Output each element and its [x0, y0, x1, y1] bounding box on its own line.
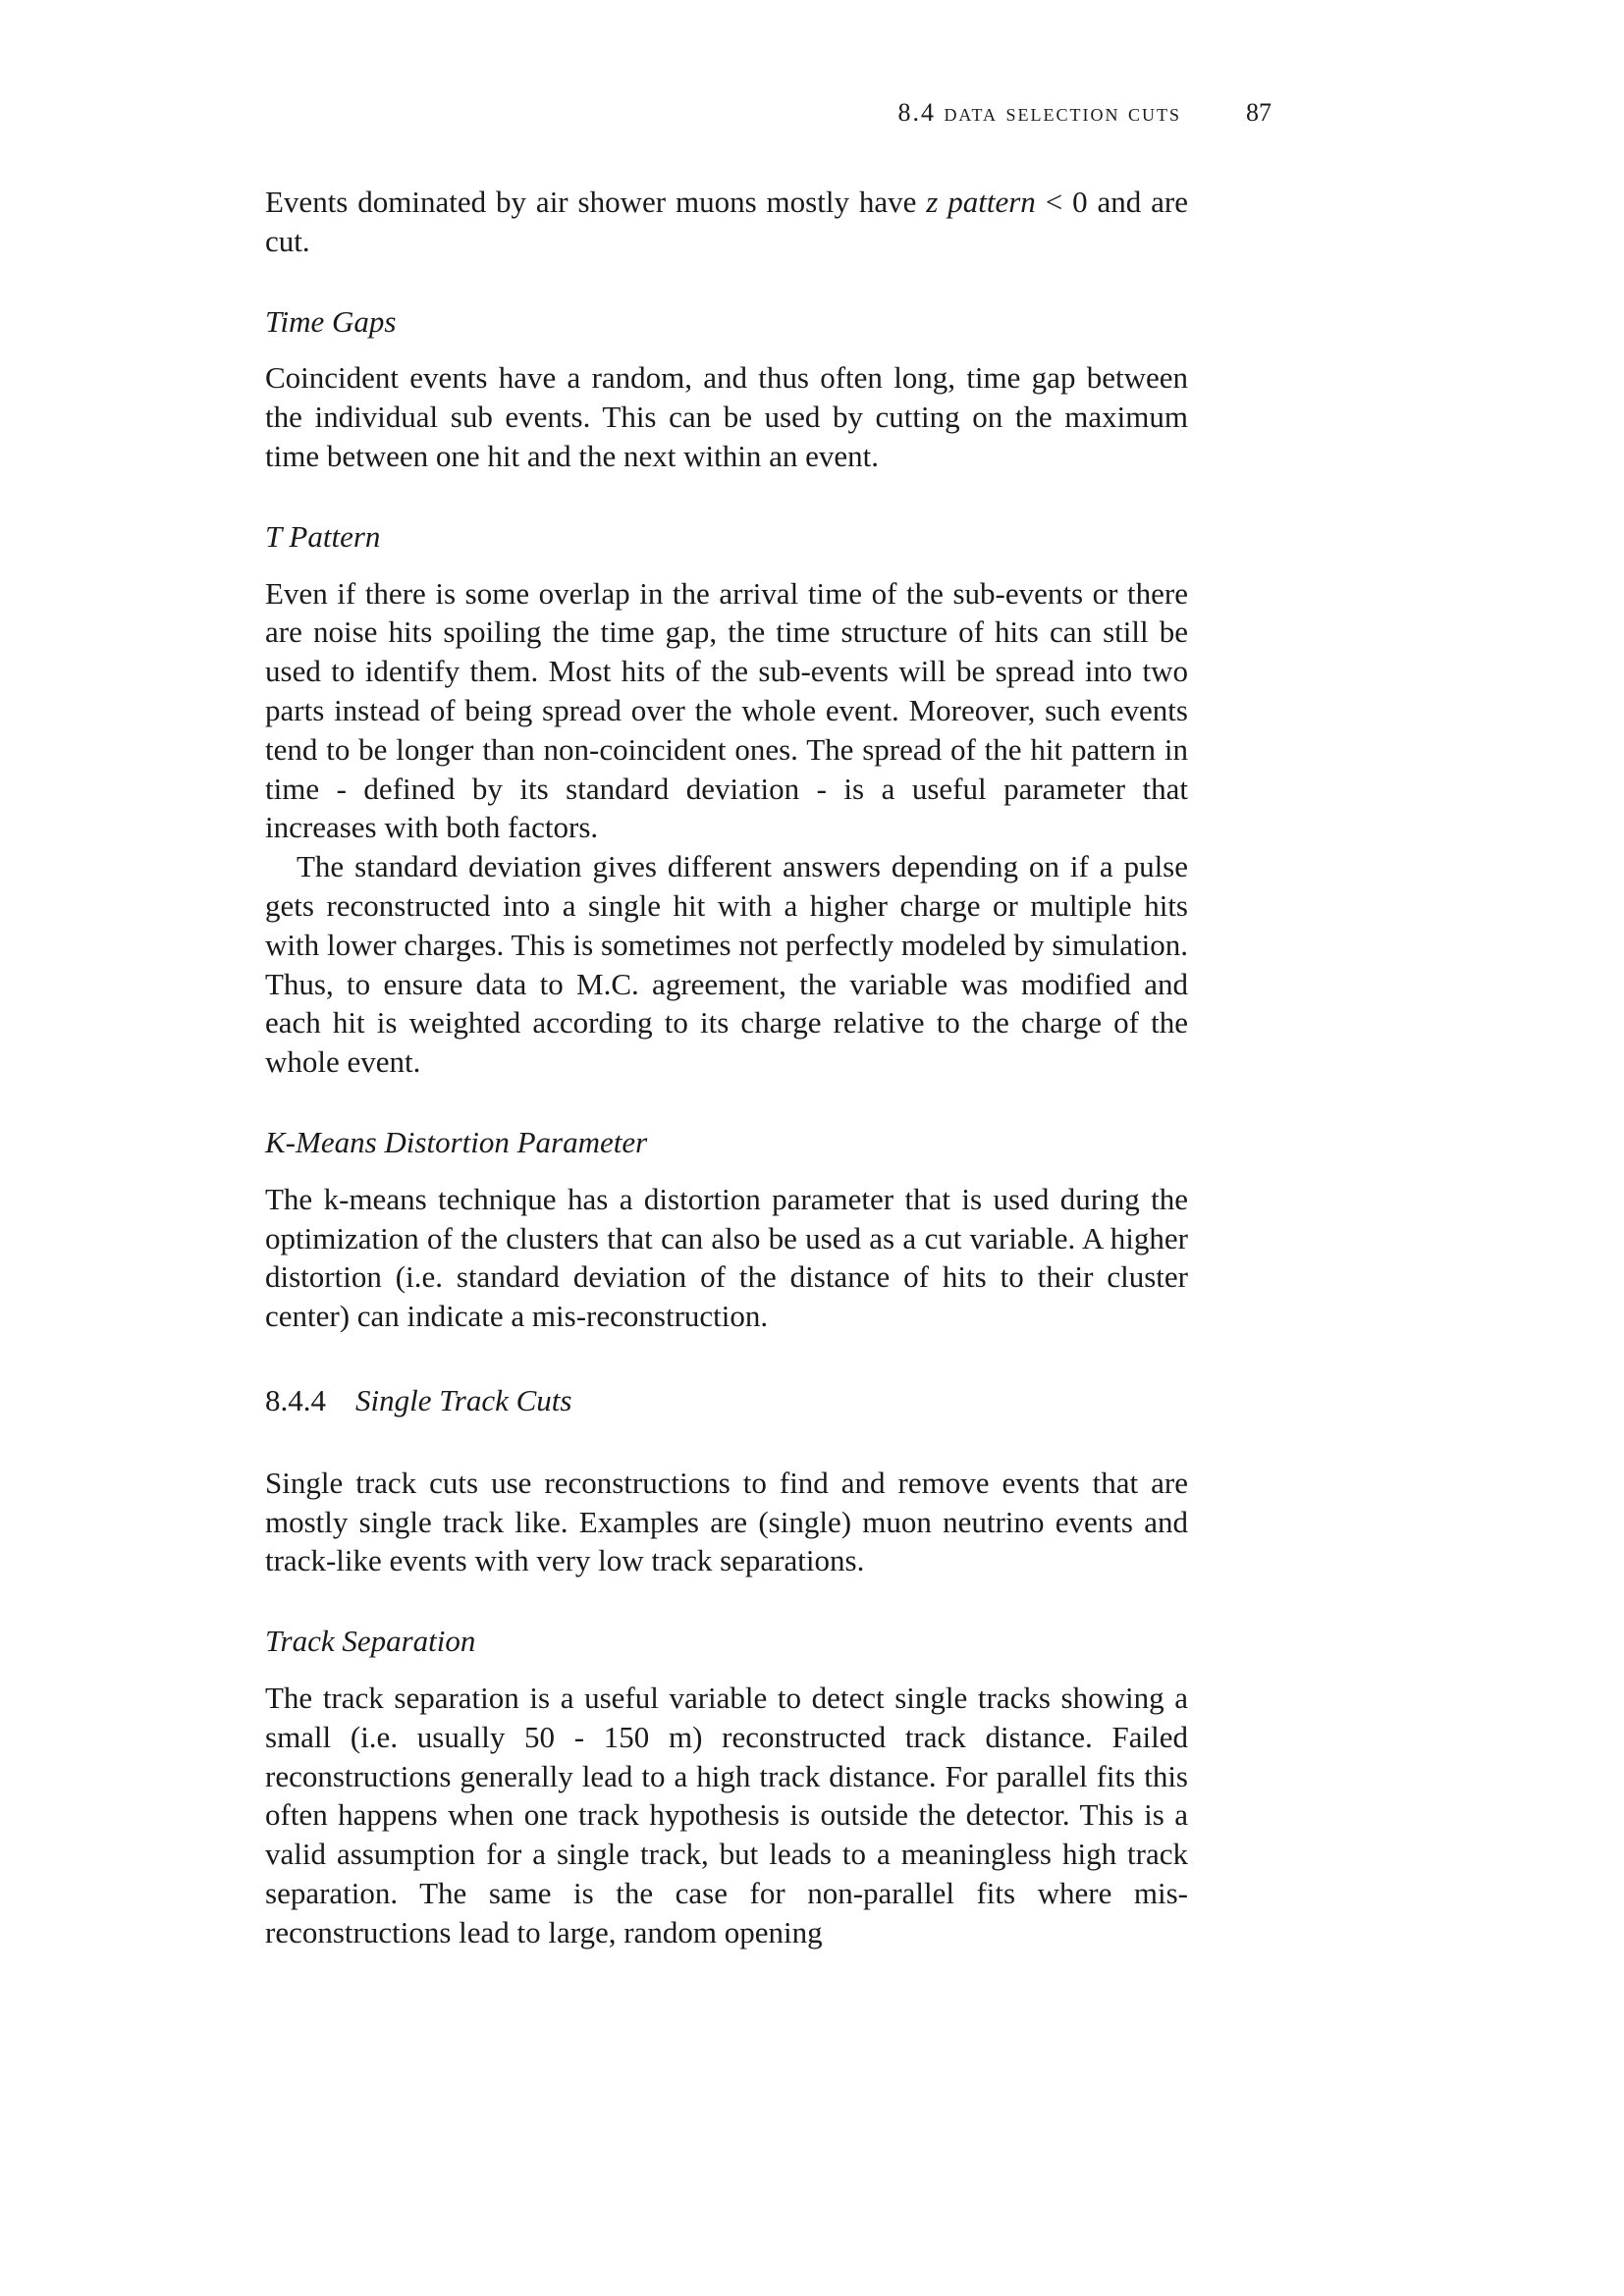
intro-paragraph: [265, 183, 1188, 261]
time-gaps-heading: Time Gaps: [265, 303, 397, 339]
section-number: 8.4.4: [265, 1382, 326, 1417]
single-track-cuts-paragraph: Single track cuts use reconstructions to find and remove events that are mostly single track like. Examples are (single) muon neutrino events and track-like events with very low track separations.: [265, 1465, 1188, 1578]
track-separation-heading: Track Separation: [265, 1624, 476, 1659]
intro-text-before: Events dominated by air shower muons mostly have: [265, 185, 927, 219]
t-pattern-heading: T Pattern: [265, 518, 381, 554]
page-body: [265, 183, 1188, 1951]
header-section-title: 8.4 data selection cuts: [897, 98, 1181, 127]
z-pattern-variable: z pattern: [926, 185, 1036, 219]
kmeans-paragraph: The k-means technique has a distortion parameter that is used during the optimization of the clusters that can also be used as a cut variable. A higher distortion (i.e. standard deviation of the distance of hits to their cluster center) can indicate a mis-reconstruction.: [265, 1181, 1188, 1334]
t-pattern-paragraph-1: Even if there is some overlap in the arrival time of the sub-events or there are noise hits spoiling the time gap, the time structure of hits can still be used to identify them. Most hits of the sub-events will be spread into two parts instead of being spread over the whole event. Moreover, such events tend to be longer than non-coincident ones. The spread of the hit pattern in time - defined by its standard deviation - is a useful parameter that increases with both factors.: [265, 575, 1188, 845]
time-gaps-paragraph: Coincident events have a random, and thus often long, time gap between the individual sub events. This can be used by cutting on the maximum time between one hit and the next within an event.: [265, 360, 1188, 473]
kmeans-heading: K-Means Distortion Parameter: [265, 1124, 648, 1159]
t-pattern-paragraph-2: The standard deviation gives different answers depending on if a pulse gets reconstructed into a single hit with a higher charge or multiple hits with lower charges. This is sometimes not perfectly modeled by simulation. Thus, to ensure data to M.C. agreement, the variable was modified and each hit is weighted according to its charge relative to the charge of the whole event.: [265, 849, 1188, 1080]
section-heading-8-4-4: [265, 1381, 1188, 1420]
intro-text-after: < 0 and are cut.: [265, 185, 1188, 258]
track-separation-paragraph: The track separation is a useful variable to detect single tracks showing a small (i.e. usually 50 - 150 m) reconstructed track distance. Failed reconstructions generally lead to a high track distance. For parallel fits this often happens when one track hypothesis is outside the detector. This is a valid assumption for a single track, but leads to a meaningless high track separation. The same is the case for non-parallel fits where mis-reconstructions lead to large, random opening: [265, 1680, 1188, 1949]
page-number: 87: [1246, 98, 1272, 127]
running-header: [265, 93, 1272, 133]
section-title: Single Track Cuts: [355, 1382, 572, 1417]
